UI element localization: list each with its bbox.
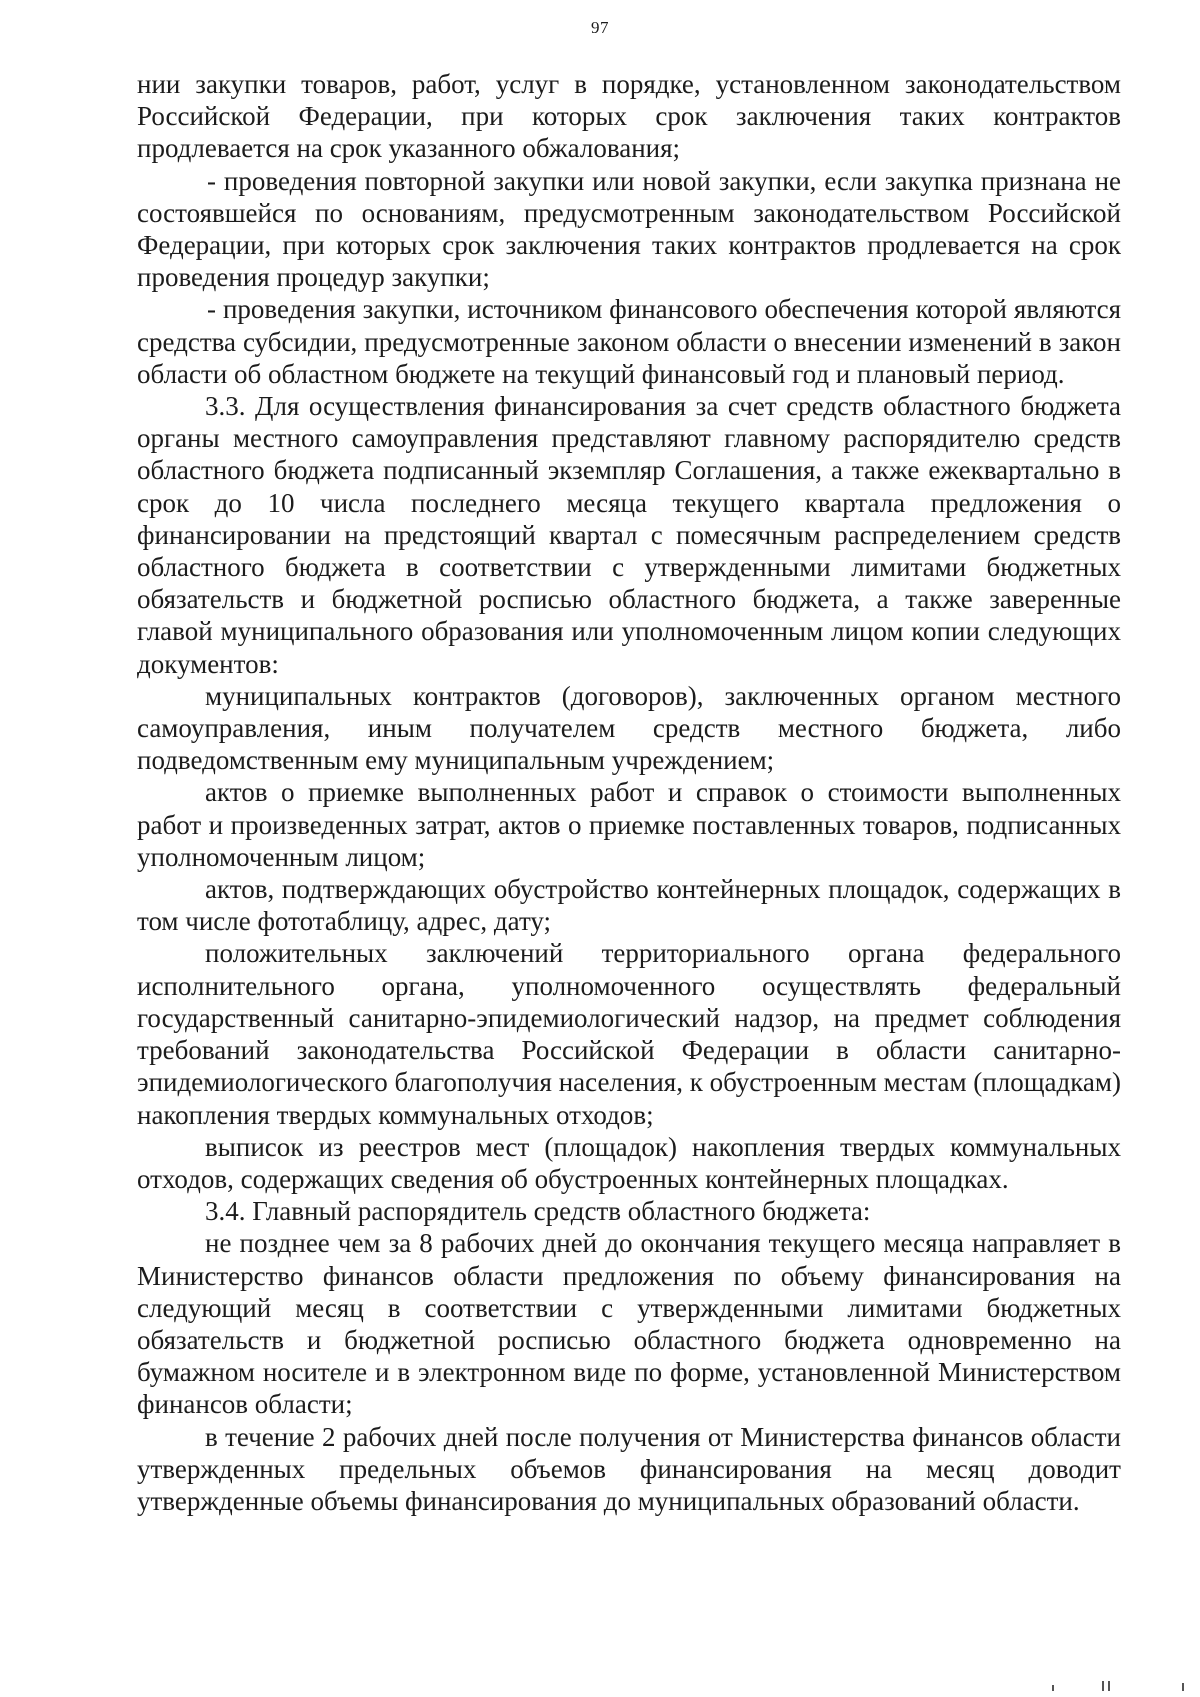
scan-edge-marks (1042, 1677, 1192, 1691)
paragraph-repeat-procurement: - проведения повторной закупки или новой закупки, если закупка признана не состоявшейся по основаниям, предусмотренным законодательством Российской Федерации, при которых срок заключения таких контрактов продлевается на срок проведения процедур закупки; (137, 165, 1121, 293)
paragraph-acceptance-acts: актов о приемке выполненных работ и справок о стоимости выполненных работ и произведенных затрат, актов о приемке поставленных товаров, подписанных уполномоченным лицом; (137, 777, 1121, 872)
paragraph-sanitary-conclusions: положительных заключений территориального органа федерального исполнительного органа, уполномоченного осуществлять федеральный государственный санитарно-эпидемиологический надзор, на предмет соблюдения требований законодательства Российской Федерации в области санитарно-эпидемиологического благополучия населения, к обустроенным местам (площадкам) накопления твердых коммунальных отходов; (137, 938, 1121, 1130)
paragraph-funding-limits: в течение 2 рабочих дней после получения от Министерства финансов области утвержденных предельных объемов финансирования на месяц доводит утвержденные объемы финансирования до муниципальных образований области. (137, 1421, 1121, 1516)
paragraph-continuation: нии закупки товаров, работ, услуг в порядке, установленном законодательством Российской Федерации, при которых срок заключения таких контрактов продлевается на срок указанного обжалования; (137, 69, 1121, 164)
paragraph-subsidy-procurement: - проведения закупки, источником финансового обеспечения которой являются средства субсидии, предусмотренные законом области о внесении изменений в закон области об областном бюджете на текущий финансовый год и плановый период. (137, 294, 1121, 389)
page-number: 97 (591, 18, 609, 37)
paragraph-registry-extracts: выписок из реестров мест (площадок) накопления твердых коммунальных отходов, содержащих сведения об обустроенных контейнерных площадках. (137, 1131, 1121, 1194)
paragraph-3-3: 3.3. Для осуществления финансирования за счет средств областного бюджета органы местного самоуправления представляют главному распорядителю средств областного бюджета подписанный экземпляр Соглашения, а также ежеквартально в срок до 10 числа последнего месяца текущего квартала предложения о финансировании на предстоящий квартал с помесячным распределением средств областного бюджета в соответствии с утвержденными лимитами бюджетных обязательств и бюджетной росписью областного бюджета, а также заверенные главой муниципального образования или уполномоченным лицом копии следующих документов: (137, 391, 1121, 679)
document-body (137, 68, 1121, 1517)
paragraph-container-sites-acts: актов, подтверждающих обустройство контейнерных площадок, содержащих в том числе фототаблицу, адрес, дату; (137, 874, 1121, 937)
paragraph-municipal-contracts: муниципальных контрактов (договоров), заключенных органом местного самоуправления, иным получателем средств местного бюджета, либо подведомственным ему муниципальным учреждением; (137, 680, 1121, 776)
paragraph-3-4: 3.4. Главный распорядитель средств областного бюджета: (205, 1196, 871, 1227)
paragraph-funding-proposals: не позднее чем за 8 рабочих дней до окончания текущего месяца направляет в Министерство финансов области предложения по объему финансирования на следующий месяц в соответствии с утвержденными лимитами бюджетных обязательств и бюджетной росписью областного бюджета одновременно на бумажном носителе и в электронном виде по форме, установленной Министерством финансов области; (137, 1228, 1121, 1420)
